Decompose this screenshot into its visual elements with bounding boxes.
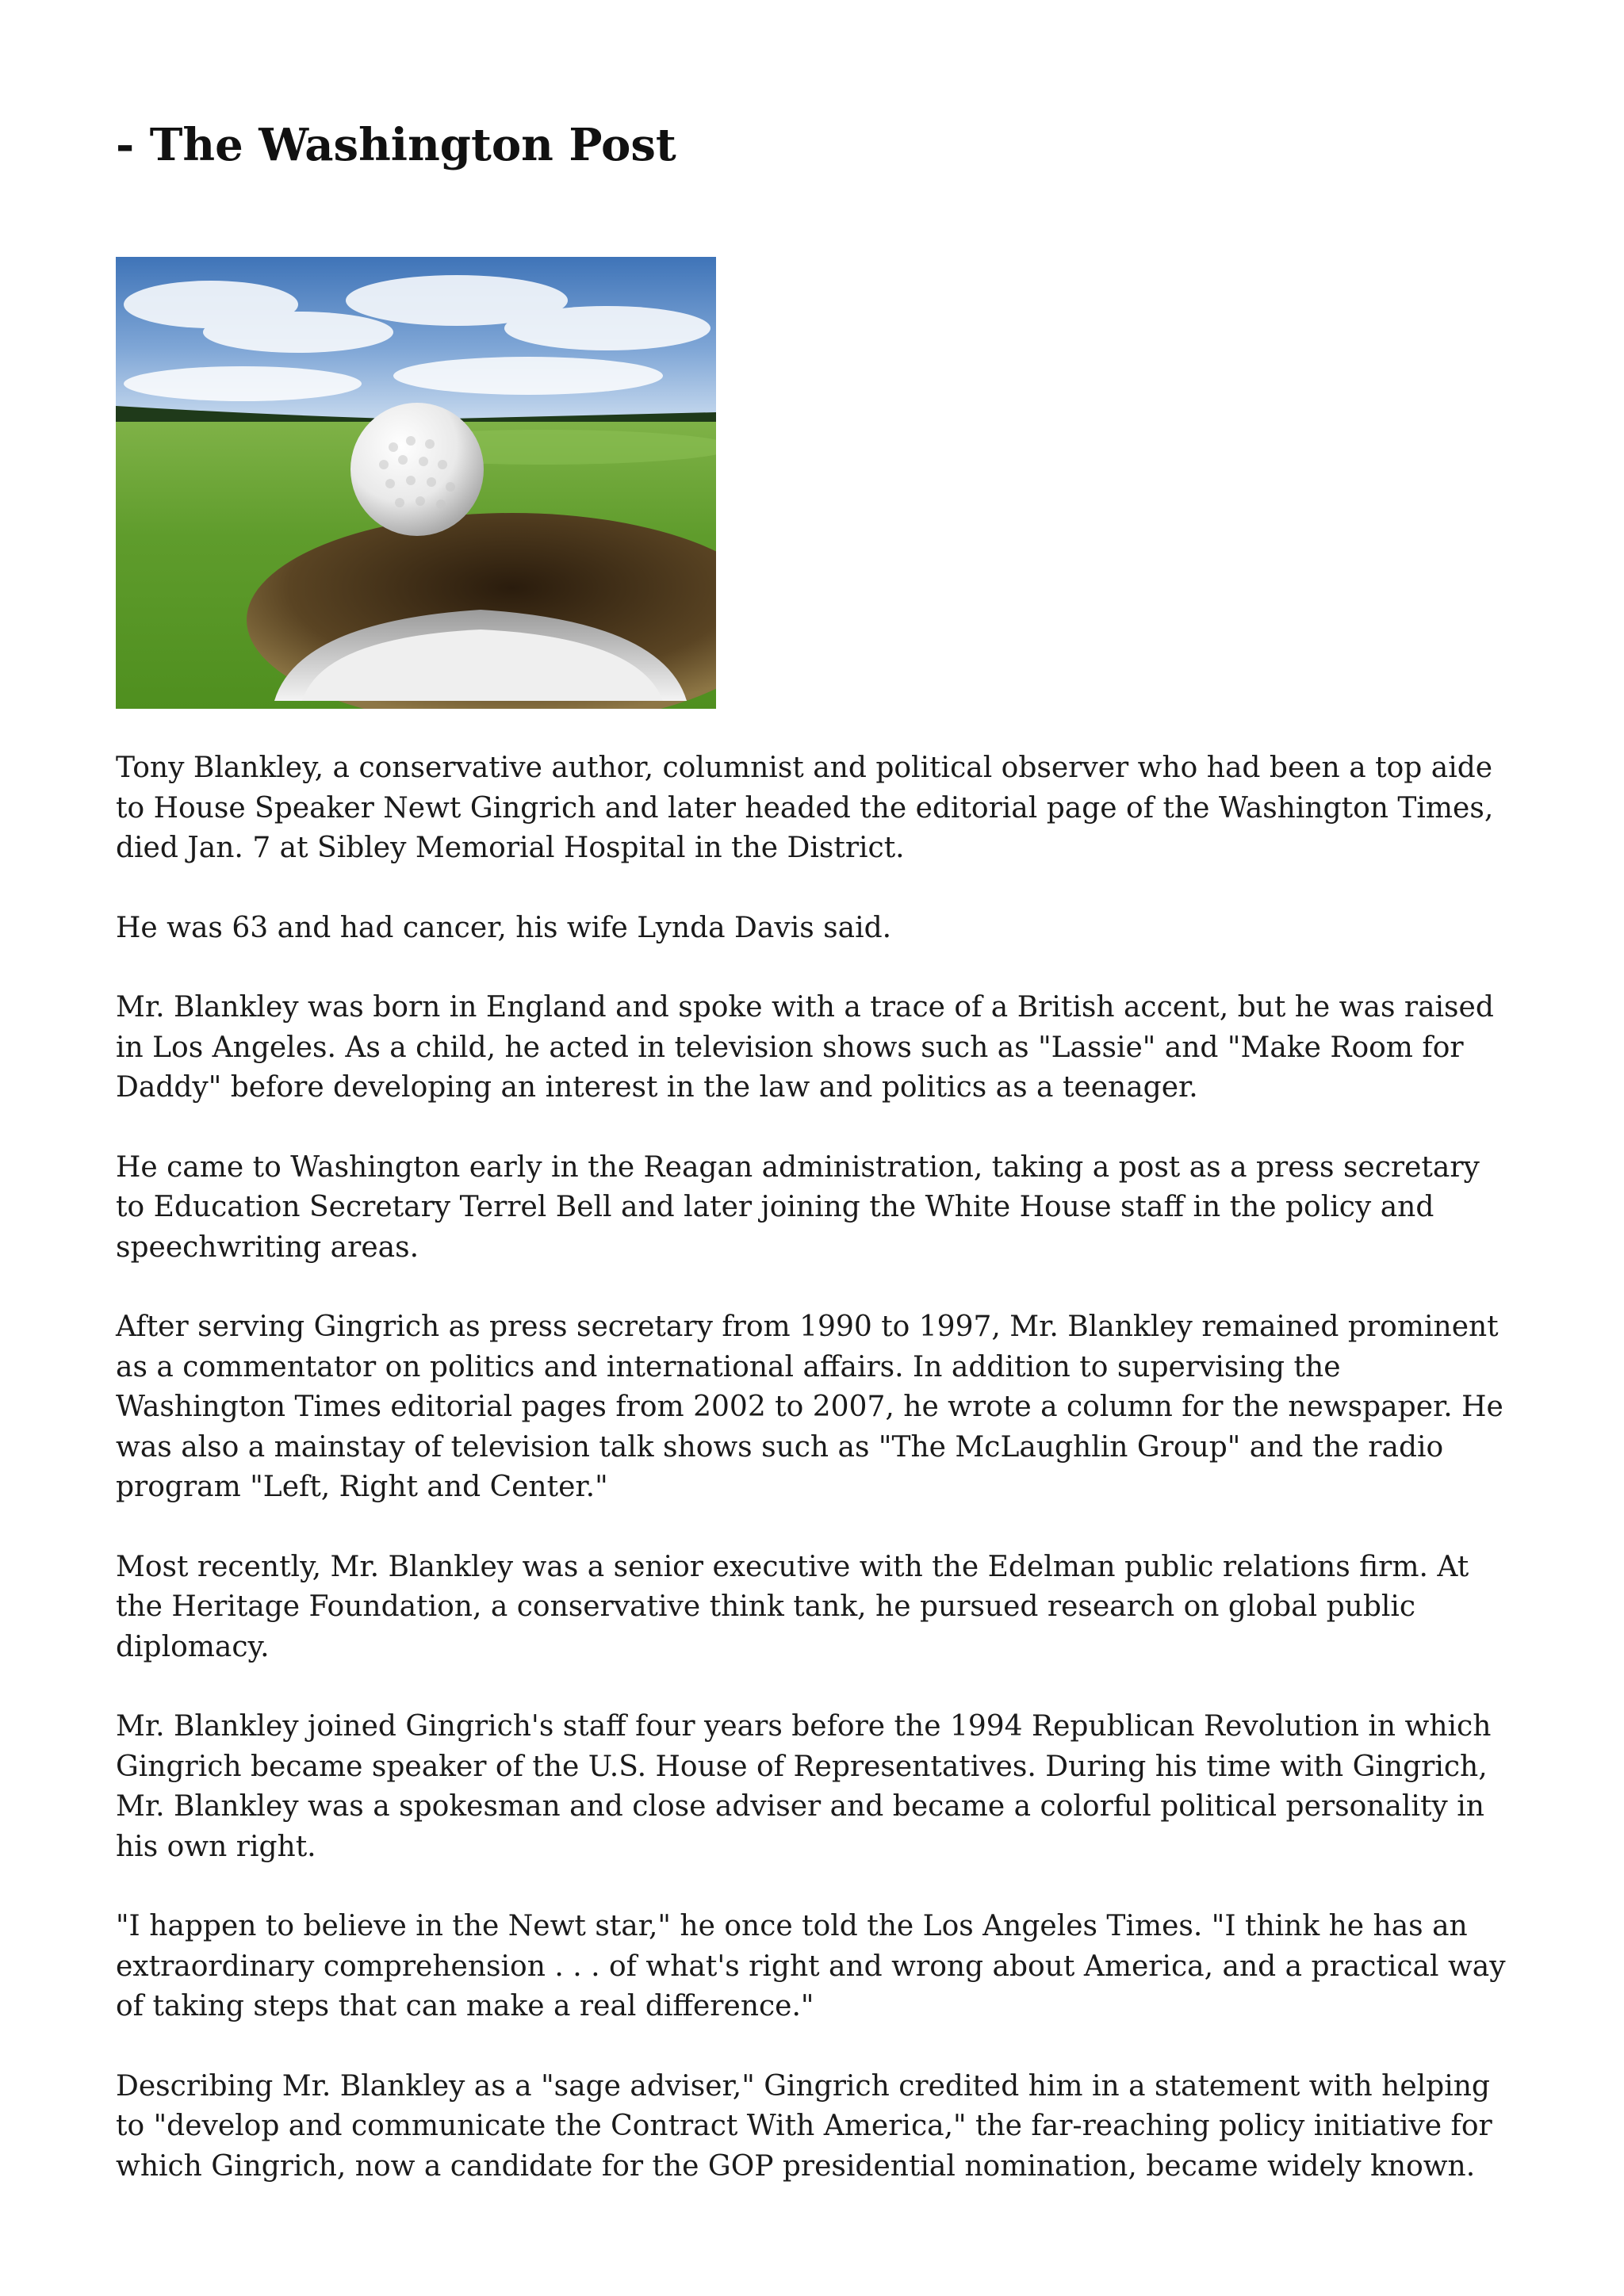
article-body — [116, 748, 1511, 2226]
article-paragraph: After serving Gingrich as press secretary from 1990 to 1997, Mr. Blankley remained prominent as a commentator on politics and international affairs. In addition to supervising the Washington Times editorial pages from 2002 to 2007, he wrote a column for the newspaper. He was also a mainstay of television talk shows such as "The McLaughlin Group" and the radio program "Left, Right and Center." — [116, 1311, 1503, 1503]
article-paragraph: Describing Mr. Blankley as a "sage adviser," Gingrich credited him in a statement with helping to "develop and communicate the Contract With America," the far-reaching policy initiative for which Gingrich, now a candidate for the GOP presidential nomination, became widely known. — [116, 2069, 1492, 2183]
article-paragraph: Mr. Blankley was born in England and spoke with a trace of a British accent, but he was raised in Los Angeles. As a child, he acted in television shows such as "Lassie" and "Make Room for Daddy" before developing an interest in the law and politics as a teenager. — [116, 991, 1494, 1104]
page-title: - The Washington Post — [116, 119, 676, 171]
golf-ball-icon — [116, 257, 716, 709]
article-photo — [116, 257, 716, 709]
article-paragraph: He came to Washington early in the Reagan administration, taking a post as a press secretary to Education Secretary Terrel Bell and later joining the White House staff in the policy and speechwriting areas. — [116, 1150, 1480, 1264]
article-paragraph: He was 63 and had cancer, his wife Lynda Davis said. — [116, 911, 892, 944]
article-paragraph: Most recently, Mr. Blankley was a senior executive with the Edelman public relations firm. At the Heritage Foundation, a conservative think tank, he pursued research on global public diplomacy. — [116, 1550, 1469, 1663]
article-paragraph: Tony Blankley, a conservative author, columnist and political observer who had been a top aide to House Speaker Newt Gingrich and later headed the editorial page of the Washington Times, died Jan. 7 at Sibley Memorial Hospital in the District. — [116, 752, 1494, 864]
article-paragraph: Mr. Blankley joined Gingrich's staff four years before the 1994 Republican Revolution in which Gingrich became speaker of the U.S. House of Representatives. During his time with Gingrich, Mr. Blankley was a spokesman and close adviser and became a colorful political personality in his own right. — [116, 1710, 1492, 1863]
article-paragraph: "I happen to believe in the Newt star," he once told the Los Angeles Times. "I think he has an extraordinary comprehension . . . of what's right and wrong about America, and a practical way of taking steps that can make a real difference." — [116, 1910, 1506, 2022]
